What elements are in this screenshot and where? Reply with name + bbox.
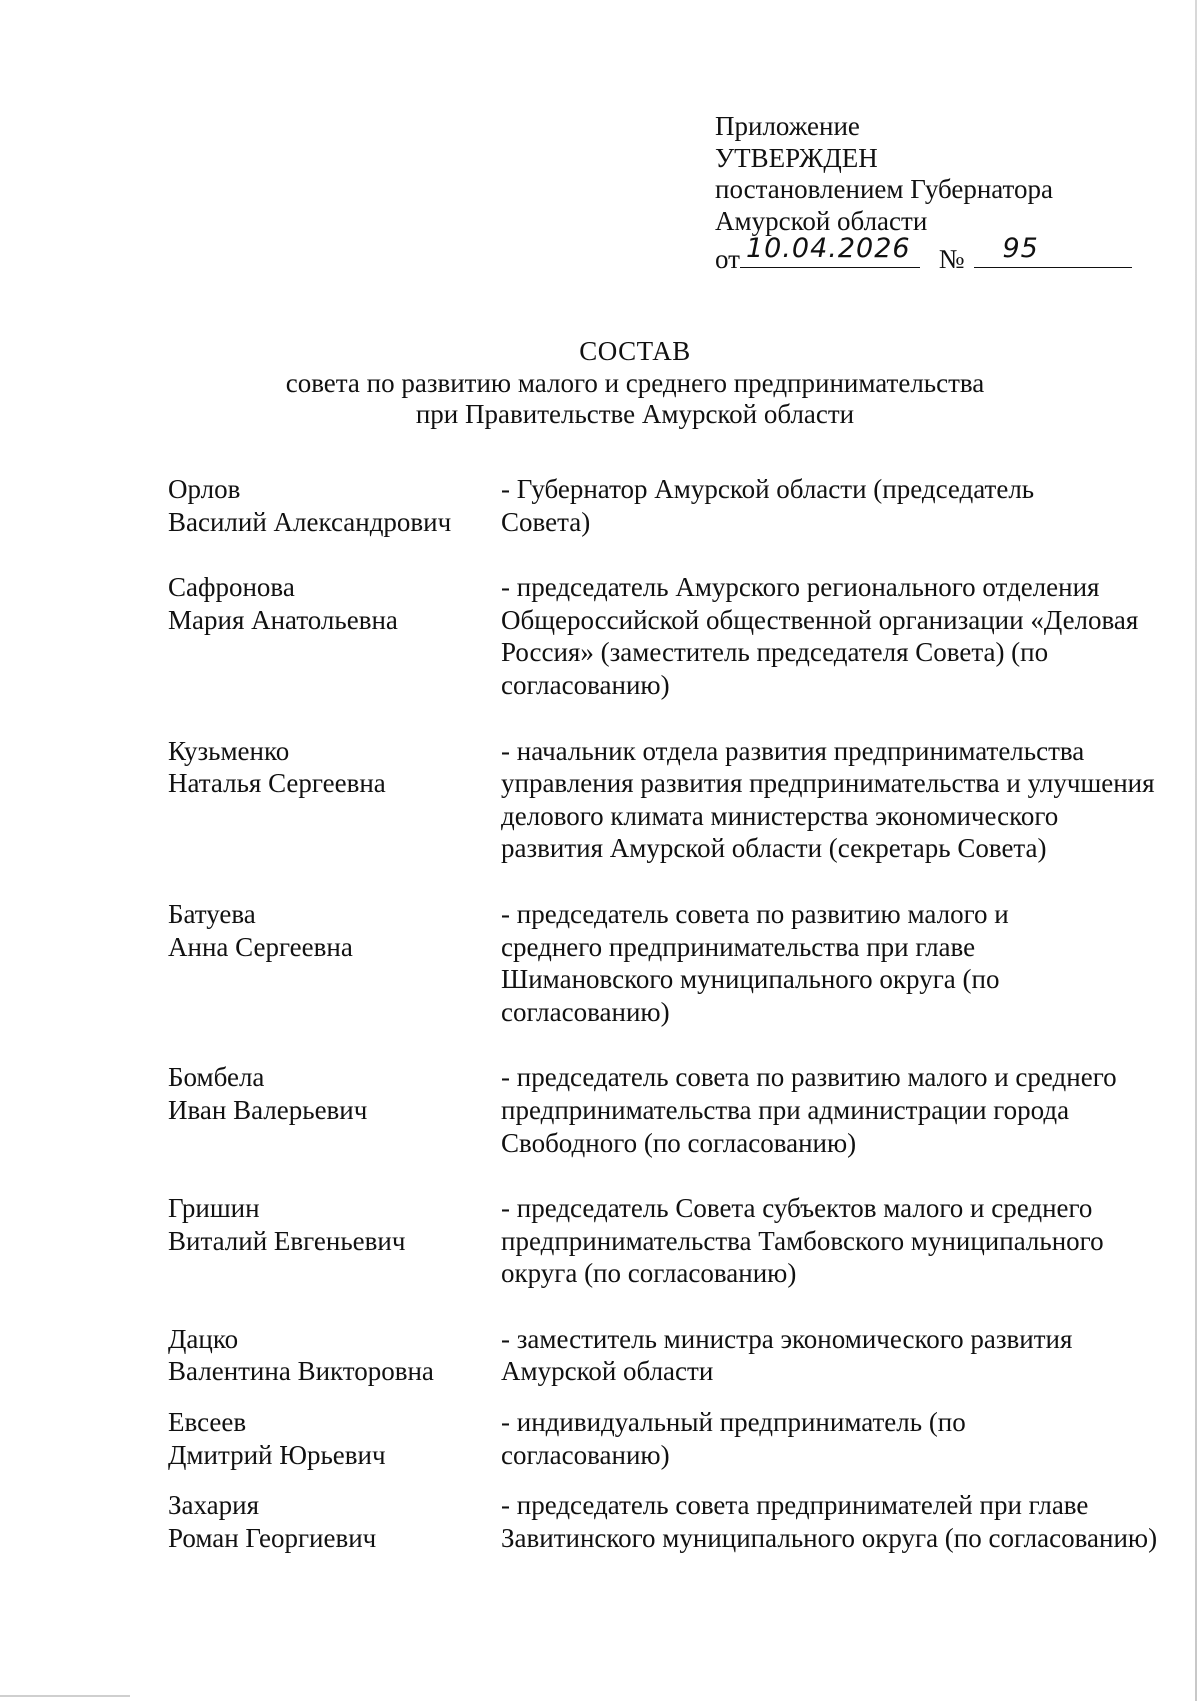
member-given-name: Дмитрий Юрьевич	[168, 1439, 386, 1470]
member-row	[168, 1192, 1168, 1290]
member-role: - председатель совета по развитию малого и среднего предпринимательства при главе Шимановского муниципального округа (по согласованию)	[501, 898, 1009, 1027]
member-surname: Гришин	[168, 1193, 260, 1224]
approval-stamp-block	[715, 111, 1132, 276]
date-number-line	[715, 232, 1132, 276]
member-name	[168, 473, 501, 538]
scan-edge-line	[1195, 0, 1197, 1701]
member-name	[168, 1406, 501, 1471]
member-role: - председатель Совета субъектов малого и среднего предпринимательства Тамбовского муниципального округа (по согласованию)	[501, 1193, 1104, 1289]
member-surname: Сафронова	[168, 572, 295, 603]
scan-bottom-mark	[0, 1695, 130, 1697]
document-title-block	[0, 336, 1200, 431]
date-prefix: от	[715, 244, 740, 274]
member-surname: Кузьменко	[168, 735, 290, 766]
member-name	[168, 898, 501, 963]
member-role: - Губернатор Амурской области (председатель Совета)	[501, 474, 1035, 537]
member-row	[168, 1061, 1168, 1159]
member-name	[168, 1192, 501, 1257]
member-given-name: Мария Анатольевна	[168, 604, 398, 635]
member-surname: Евсеев	[168, 1407, 247, 1438]
member-row	[168, 1406, 1168, 1471]
document-title: СОСТАВ	[579, 336, 691, 366]
member-name	[168, 571, 501, 636]
member-given-name: Анна Сергеевна	[168, 931, 353, 962]
member-surname: Дацко	[168, 1323, 239, 1354]
member-given-name: Роман Георгиевич	[168, 1522, 377, 1553]
approved-by-line: постановлением Губернатора	[715, 174, 1053, 204]
members-list	[168, 473, 1168, 1554]
appendix-label: Приложение	[715, 111, 860, 141]
member-name	[168, 1489, 501, 1554]
member-given-name: Виталий Евгеньевич	[168, 1225, 406, 1256]
document-subtitle-line-2: при Правительстве Амурской области	[415, 399, 855, 429]
member-given-name: Наталья Сергеевна	[168, 768, 386, 799]
member-name	[168, 1061, 501, 1126]
member-given-name: Валентина Викторовна	[168, 1356, 434, 1387]
member-surname: Орлов	[168, 474, 241, 504]
member-given-name: Иван Валерьевич	[168, 1094, 368, 1125]
number-prefix: №	[938, 244, 965, 274]
member-role: - индивидуальный предприниматель (по согласованию)	[501, 1407, 966, 1470]
date-field	[740, 232, 920, 268]
member-row	[168, 473, 1168, 538]
member-row	[168, 571, 1168, 701]
member-role: - начальник отдела развития предпринимательства управления развития предпринимательства и улучшения делового климата министерства экономического развития Амурской области (секретарь Совета)	[501, 735, 1155, 864]
document-subtitle-line-1: совета по развитию малого и среднего предпринимательства	[285, 367, 985, 398]
handwritten-date: 10.04.2026	[745, 232, 911, 264]
member-surname: Бомбела	[168, 1062, 265, 1093]
member-name	[168, 1323, 501, 1388]
member-row	[168, 1323, 1168, 1388]
region-line: Амурской области	[715, 205, 928, 236]
member-row	[168, 735, 1168, 865]
member-surname: Батуева	[168, 898, 256, 929]
member-row	[168, 1489, 1168, 1554]
member-surname: Захария	[168, 1490, 260, 1521]
member-role: - председатель совета предпринимателей при главе Завитинского муниципального округа (по согласованию)	[501, 1490, 1158, 1553]
member-row	[168, 898, 1168, 1028]
handwritten-number: 95	[1002, 232, 1039, 264]
number-field	[974, 232, 1132, 268]
member-role: - председатель совета по развитию малого и среднего предпринимательства при администрации города Свободного (по согласованию)	[501, 1062, 1117, 1158]
member-given-name: Василий Александрович	[168, 506, 452, 537]
member-name	[168, 735, 501, 800]
member-role: - заместитель министра экономического развития Амурской области	[501, 1323, 1073, 1387]
member-role: - председатель Амурского регионального отделения Общероссийской общественной организации «Деловая Россия» (заместитель председателя Совета) (по согласованию)	[501, 572, 1139, 700]
approved-label: УТВЕРЖДЕН	[715, 142, 878, 173]
